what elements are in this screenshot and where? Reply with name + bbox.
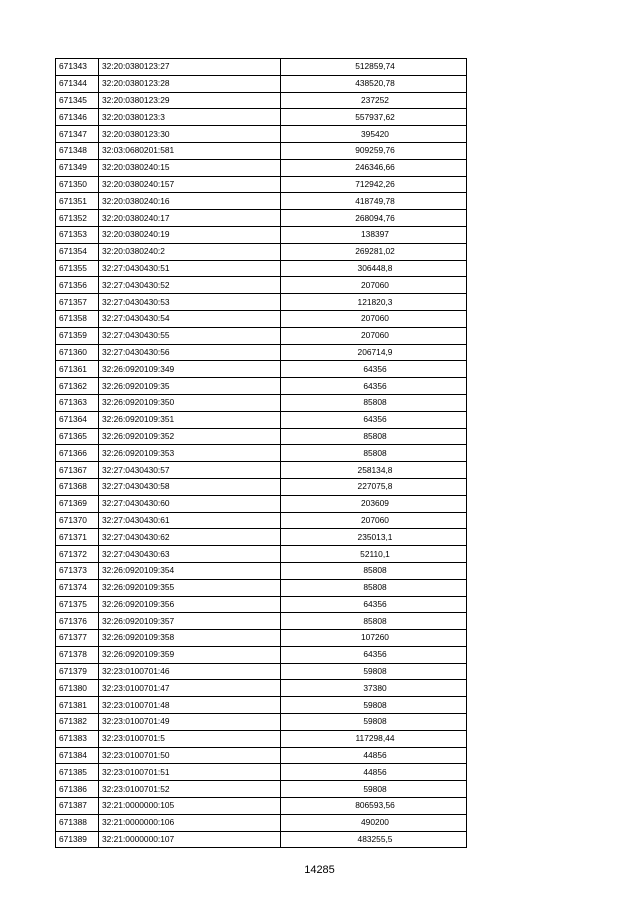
row-id-cell: 671378 [56, 646, 99, 663]
value-cell: 438520,78 [281, 75, 467, 92]
cadastral-number-cell: 32:27:0430430:62 [99, 529, 281, 546]
row-id-cell: 671365 [56, 428, 99, 445]
table-row [56, 478, 467, 495]
table-row [56, 294, 467, 311]
value-cell: 512859,74 [281, 59, 467, 76]
row-id-cell: 671349 [56, 159, 99, 176]
cadastral-number-cell: 32:23:0100701:49 [99, 714, 281, 731]
value-cell: 237252 [281, 92, 467, 109]
value-cell: 483255,5 [281, 831, 467, 848]
cadastral-number-cell: 32:27:0430430:51 [99, 260, 281, 277]
row-id-cell: 671383 [56, 730, 99, 747]
table-row [56, 378, 467, 395]
value-cell: 85808 [281, 428, 467, 445]
value-cell: 85808 [281, 562, 467, 579]
row-id-cell: 671366 [56, 445, 99, 462]
table-row [56, 646, 467, 663]
table-row [56, 697, 467, 714]
value-cell: 227075,8 [281, 478, 467, 495]
table-row [56, 243, 467, 260]
value-cell: 207060 [281, 277, 467, 294]
table-row [56, 512, 467, 529]
cadastral-number-cell: 32:03:0680201:581 [99, 142, 281, 159]
row-id-cell: 671346 [56, 109, 99, 126]
row-id-cell: 671372 [56, 546, 99, 563]
table-row [56, 495, 467, 512]
value-cell: 59808 [281, 714, 467, 731]
row-id-cell: 671387 [56, 798, 99, 815]
cadastral-number-cell: 32:27:0430430:57 [99, 462, 281, 479]
table-row [56, 445, 467, 462]
row-id-cell: 671375 [56, 596, 99, 613]
value-cell: 203609 [281, 495, 467, 512]
row-id-cell: 671357 [56, 294, 99, 311]
table-row [56, 747, 467, 764]
table-row [56, 831, 467, 848]
value-cell: 258134,8 [281, 462, 467, 479]
cadastral-number-cell: 32:20:0380240:15 [99, 159, 281, 176]
value-cell: 44856 [281, 764, 467, 781]
page-number: 14285 [304, 864, 335, 876]
row-id-cell: 671374 [56, 579, 99, 596]
table-row [56, 126, 467, 143]
table-row [56, 361, 467, 378]
cadastral-number-cell: 32:20:0380123:27 [99, 59, 281, 76]
value-cell: 52110,1 [281, 546, 467, 563]
table-row [56, 75, 467, 92]
cadastral-number-cell: 32:27:0430430:58 [99, 478, 281, 495]
cadastral-number-cell: 32:20:0380240:16 [99, 193, 281, 210]
table-row [56, 630, 467, 647]
value-cell: 712942,26 [281, 176, 467, 193]
cadastral-number-cell: 32:27:0430430:56 [99, 344, 281, 361]
cadastral-number-cell: 32:26:0920109:358 [99, 630, 281, 647]
row-id-cell: 671363 [56, 394, 99, 411]
value-cell: 59808 [281, 663, 467, 680]
cadastral-number-cell: 32:26:0920109:349 [99, 361, 281, 378]
cadastral-number-cell: 32:27:0430430:61 [99, 512, 281, 529]
value-cell: 806593,56 [281, 798, 467, 815]
row-id-cell: 671358 [56, 310, 99, 327]
row-id-cell: 671350 [56, 176, 99, 193]
value-cell: 306448,8 [281, 260, 467, 277]
row-id-cell: 671376 [56, 613, 99, 630]
table-row [56, 176, 467, 193]
table-row [56, 562, 467, 579]
cadastral-number-cell: 32:23:0100701:46 [99, 663, 281, 680]
table-row [56, 277, 467, 294]
value-cell: 85808 [281, 445, 467, 462]
row-id-cell: 671382 [56, 714, 99, 731]
table-row [56, 260, 467, 277]
cadastral-number-cell: 32:20:0380240:157 [99, 176, 281, 193]
table-row [56, 226, 467, 243]
table-row [56, 596, 467, 613]
row-id-cell: 671348 [56, 142, 99, 159]
row-id-cell: 671362 [56, 378, 99, 395]
cadastral-number-cell: 32:26:0920109:356 [99, 596, 281, 613]
cadastral-number-cell: 32:20:0380123:29 [99, 92, 281, 109]
cadastral-number-cell: 32:26:0920109:355 [99, 579, 281, 596]
row-id-cell: 671367 [56, 462, 99, 479]
cadastral-number-cell: 32:26:0920109:359 [99, 646, 281, 663]
value-cell: 207060 [281, 512, 467, 529]
row-id-cell: 671356 [56, 277, 99, 294]
table-row [56, 344, 467, 361]
value-cell: 207060 [281, 310, 467, 327]
cadastral-number-cell: 32:21:0000000:107 [99, 831, 281, 848]
value-cell: 64356 [281, 596, 467, 613]
table-row [56, 613, 467, 630]
cadastral-value-table [55, 58, 467, 848]
value-cell: 269281,02 [281, 243, 467, 260]
value-cell: 418749,78 [281, 193, 467, 210]
row-id-cell: 671345 [56, 92, 99, 109]
row-id-cell: 671380 [56, 680, 99, 697]
value-cell: 117298,44 [281, 730, 467, 747]
cadastral-number-cell: 32:20:0380123:3 [99, 109, 281, 126]
table-row [56, 327, 467, 344]
table-row [56, 814, 467, 831]
cadastral-number-cell: 32:23:0100701:51 [99, 764, 281, 781]
value-cell: 64356 [281, 646, 467, 663]
value-cell: 246346,66 [281, 159, 467, 176]
cadastral-number-cell: 32:26:0920109:351 [99, 411, 281, 428]
row-id-cell: 671384 [56, 747, 99, 764]
row-id-cell: 671377 [56, 630, 99, 647]
cadastral-number-cell: 32:23:0100701:5 [99, 730, 281, 747]
table-row [56, 159, 467, 176]
row-id-cell: 671370 [56, 512, 99, 529]
table-row [56, 714, 467, 731]
table-row [56, 730, 467, 747]
value-cell: 235013,1 [281, 529, 467, 546]
cadastral-number-cell: 32:23:0100701:50 [99, 747, 281, 764]
row-id-cell: 671379 [56, 663, 99, 680]
cadastral-number-cell: 32:26:0920109:352 [99, 428, 281, 445]
table-row [56, 394, 467, 411]
value-cell: 85808 [281, 394, 467, 411]
row-id-cell: 671354 [56, 243, 99, 260]
table-row [56, 411, 467, 428]
cadastral-number-cell: 32:20:0380240:19 [99, 226, 281, 243]
row-id-cell: 671364 [56, 411, 99, 428]
row-id-cell: 671361 [56, 361, 99, 378]
table-row [56, 310, 467, 327]
value-cell: 206714,9 [281, 344, 467, 361]
value-cell: 59808 [281, 781, 467, 798]
value-cell: 64356 [281, 361, 467, 378]
row-id-cell: 671359 [56, 327, 99, 344]
cadastral-number-cell: 32:26:0920109:353 [99, 445, 281, 462]
cadastral-number-cell: 32:23:0100701:48 [99, 697, 281, 714]
row-id-cell: 671347 [56, 126, 99, 143]
row-id-cell: 671369 [56, 495, 99, 512]
row-id-cell: 671373 [56, 562, 99, 579]
cadastral-number-cell: 32:20:0380123:28 [99, 75, 281, 92]
table-row [56, 546, 467, 563]
table-row [56, 109, 467, 126]
row-id-cell: 671381 [56, 697, 99, 714]
row-id-cell: 671360 [56, 344, 99, 361]
value-cell: 557937,62 [281, 109, 467, 126]
cadastral-number-cell: 32:27:0430430:54 [99, 310, 281, 327]
table-row [56, 210, 467, 227]
table-row [56, 92, 467, 109]
value-cell: 138397 [281, 226, 467, 243]
cadastral-number-cell: 32:21:0000000:105 [99, 798, 281, 815]
table-row [56, 579, 467, 596]
row-id-cell: 671386 [56, 781, 99, 798]
value-cell: 207060 [281, 327, 467, 344]
cadastral-number-cell: 32:26:0920109:350 [99, 394, 281, 411]
cadastral-number-cell: 32:23:0100701:52 [99, 781, 281, 798]
table-row [56, 428, 467, 445]
cadastral-number-cell: 32:21:0000000:106 [99, 814, 281, 831]
row-id-cell: 671353 [56, 226, 99, 243]
table-row [56, 680, 467, 697]
cadastral-number-cell: 32:20:0380123:30 [99, 126, 281, 143]
table-body [56, 59, 467, 848]
cadastral-number-cell: 32:27:0430430:60 [99, 495, 281, 512]
row-id-cell: 671355 [56, 260, 99, 277]
table-row [56, 193, 467, 210]
value-cell: 395420 [281, 126, 467, 143]
value-cell: 64356 [281, 411, 467, 428]
row-id-cell: 671343 [56, 59, 99, 76]
table-row [56, 529, 467, 546]
table-row [56, 462, 467, 479]
table-row [56, 798, 467, 815]
cadastral-number-cell: 32:23:0100701:47 [99, 680, 281, 697]
table-row [56, 781, 467, 798]
row-id-cell: 671385 [56, 764, 99, 781]
row-id-cell: 671344 [56, 75, 99, 92]
document-sheet [55, 58, 466, 848]
cadastral-number-cell: 32:27:0430430:53 [99, 294, 281, 311]
value-cell: 85808 [281, 613, 467, 630]
value-cell: 268094,76 [281, 210, 467, 227]
value-cell: 37380 [281, 680, 467, 697]
value-cell: 909259,76 [281, 142, 467, 159]
cadastral-number-cell: 32:27:0430430:55 [99, 327, 281, 344]
row-id-cell: 671351 [56, 193, 99, 210]
cadastral-number-cell: 32:27:0430430:63 [99, 546, 281, 563]
cadastral-number-cell: 32:26:0920109:354 [99, 562, 281, 579]
row-id-cell: 671371 [56, 529, 99, 546]
cadastral-number-cell: 32:20:0380240:17 [99, 210, 281, 227]
cadastral-number-cell: 32:26:0920109:357 [99, 613, 281, 630]
cadastral-number-cell: 32:26:0920109:35 [99, 378, 281, 395]
cadastral-number-cell: 32:20:0380240:2 [99, 243, 281, 260]
value-cell: 64356 [281, 378, 467, 395]
row-id-cell: 671368 [56, 478, 99, 495]
cadastral-number-cell: 32:27:0430430:52 [99, 277, 281, 294]
row-id-cell: 671388 [56, 814, 99, 831]
value-cell: 107260 [281, 630, 467, 647]
value-cell: 121820,3 [281, 294, 467, 311]
table-row [56, 764, 467, 781]
row-id-cell: 671389 [56, 831, 99, 848]
value-cell: 59808 [281, 697, 467, 714]
value-cell: 490200 [281, 814, 467, 831]
row-id-cell: 671352 [56, 210, 99, 227]
value-cell: 85808 [281, 579, 467, 596]
table-row [56, 142, 467, 159]
table-row [56, 663, 467, 680]
table-row [56, 59, 467, 76]
value-cell: 44856 [281, 747, 467, 764]
